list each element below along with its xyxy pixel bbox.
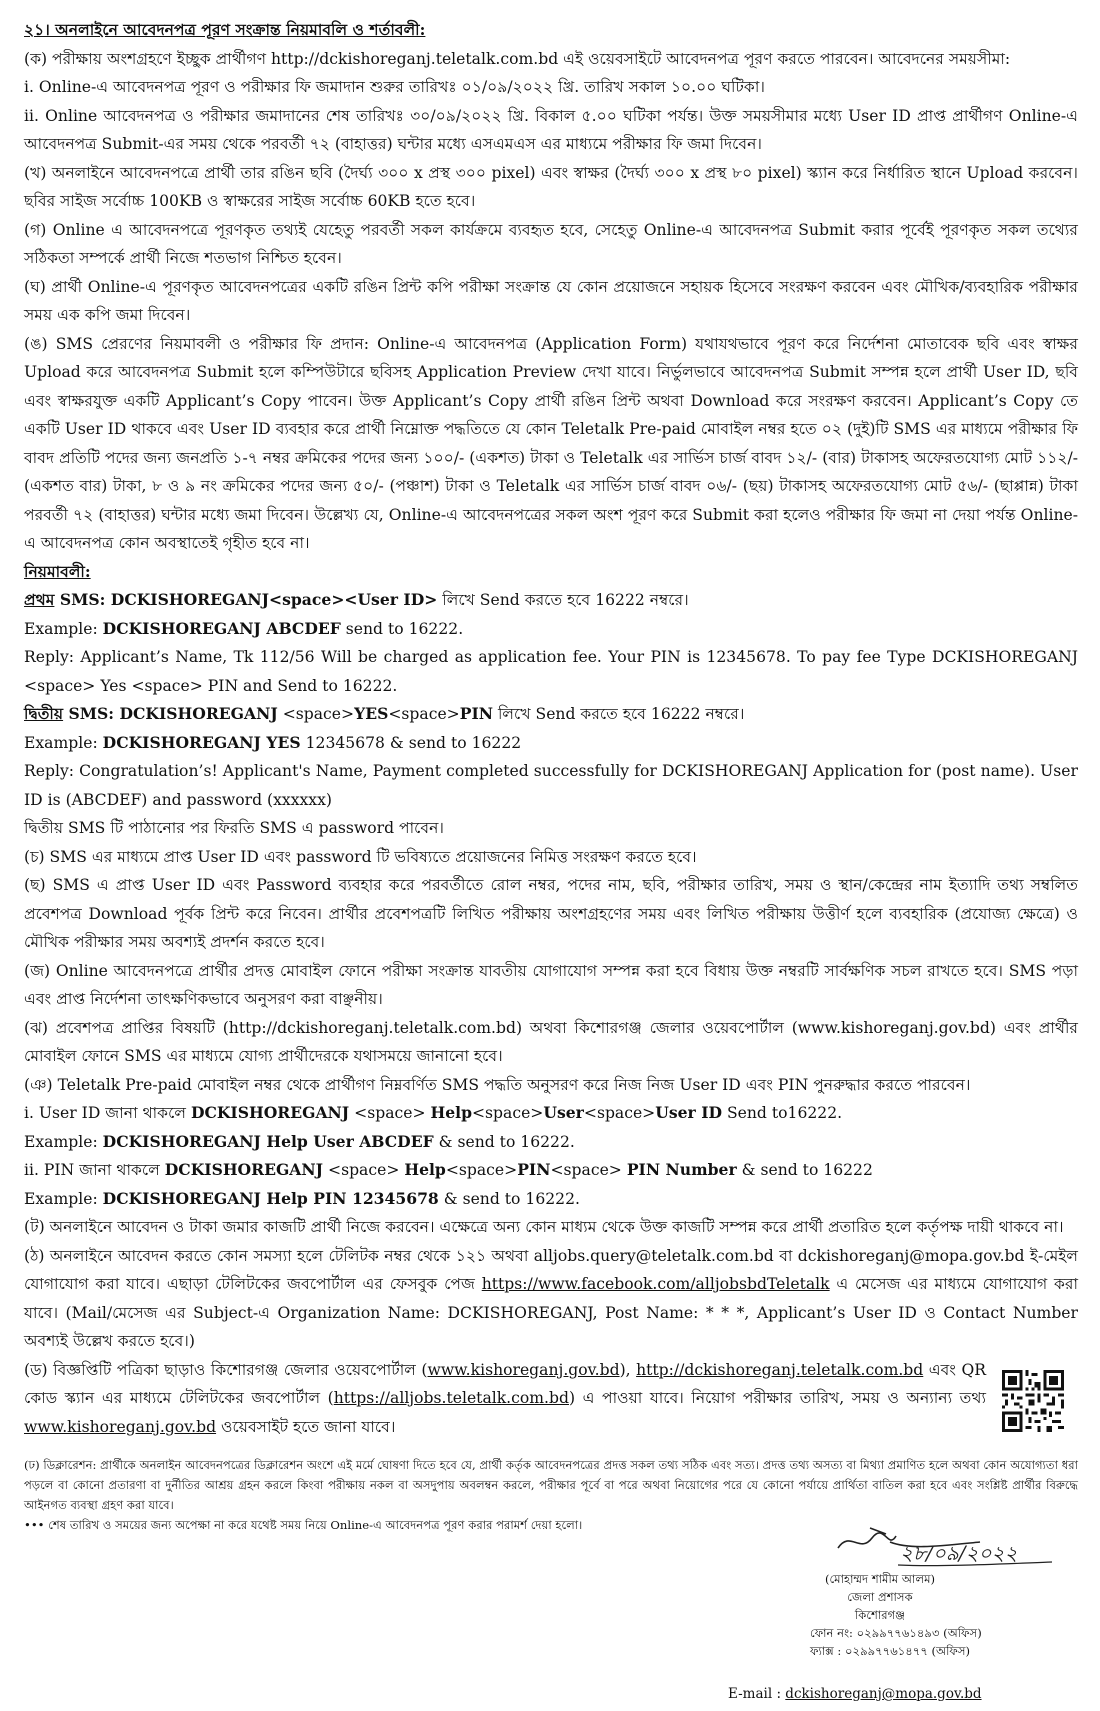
recovery-text: Send to16222. [722, 1104, 843, 1122]
example-rest: send to 16222. [340, 619, 464, 638]
website-link[interactable]: www.kishoreganj.gov.bd [24, 1417, 217, 1436]
para-ka-i: i. Online-এ আবেদনপত্র পূরণ ও পরীক্ষার ফি জমাদান শুরুর তারিখঃ ০১/০৯/২০২২ খ্রি. তারিখ সকাল ১০.০০ ঘটিকা। [24, 78, 765, 96]
para-da-text: এবং QR কোড স্ক্যান এর মাধ্যমে টেলিটকের জবপোর্টাল ( [24, 1360, 986, 1407]
deadline-advice: ••• শেষ তারিখ ও সময়ের জন্য অপেক্ষা না করে যথেষ্ট সময় নিয়ে Online-এ আবেদনপত্র পূরণ করার পরামর্শ দেয়া হলো। [24, 1518, 583, 1532]
example-label: Example: [24, 619, 103, 638]
para-nya: (ঞ) Teletalk Pre-paid মোবাইল নম্বর থেকে প্রার্থীগণ নিম্নবর্ণিত SMS পদ্ধতি অনুসরণ করে নিজ নিজ User ID এবং PIN পুনরুদ্ধার করতে পারবেন। [24, 1075, 971, 1094]
recovery-cmd: Help [404, 1160, 446, 1179]
sms2-rest: লিখে Send করতে হবে 16222 নম্বরে। [493, 705, 745, 723]
recovery-cmd: User [543, 1103, 584, 1122]
signatory-designation: জেলা প্রশাসক [847, 1590, 913, 1604]
example-label: Example: [24, 1132, 103, 1151]
sms1-rest: লিখে Send করতে হবে 16222 নম্বরে। [437, 591, 689, 609]
sms2-note: দ্বিতীয় SMS টি পাঠানোর পর ফিরতি SMS এ password পাবেন। [24, 819, 444, 837]
recovery-pin [24, 1156, 1078, 1185]
recovery-space: <space> [550, 1161, 627, 1179]
example-command: DCKISHOREGANJ YES [102, 732, 301, 752]
signature-block [700, 1520, 1100, 1660]
sms1-example [24, 615, 1078, 644]
example-command: DCKISHOREGANJ ABCDEF [102, 618, 341, 638]
sms1-reply: Reply: Applicant’s Name, Tk 112/56 Will be charged as application fee. Your PIN is 12345678. To pay fee Type DCKISHOREGANJ <space> Yes <space> PIN and Send to 16222. [24, 648, 1078, 695]
example-rest: 12345678 & send to 16222 [300, 733, 522, 752]
para-uma: (ঙ) SMS প্রেরণের নিয়মাবলী ও পরীক্ষার ফি প্রদান: Online-এ আবেদনপত্র (Application Form) যথাযথভাবে পূরণ করে নির্দেশনা মোতাবেক ছবি এবং স্বাক্ষর Upload করে আবেদনপত্র Submit হলে কম্পিউটারে ছবিসহ Application Preview দেখা যাবে। নির্ভুলভাবে আবেদনপত্র Submit সম্পন্ন হলে প্রার্থী User ID, ছবি এবং স্বাক্ষরযুক্ত একটি Applicant’s Copy পাবেন। উক্ত Applicant’s Copy প্রার্থী রঙিন প্রিন্ট অথবা Download করে সংরক্ষণ করবেন। Applicant’s Copy তে একটি User ID থাকবে এবং User ID ব্যবহার করে প্রার্থী নিম্নোক্ত পদ্ধতিতে যে কোন Teletalk Pre-paid মোবাইল নম্বর হতে ০২ (দুই)টি SMS এর মাধ্যমে পরীক্ষার ফি বাবদ প্রতিটি পদের জন্য জনপ্রতি ১-৭ নম্বর ক্রমিকের পদের জন্য ১০০/- (একশত) টাকা ও Teletalk এর সার্ভিস চার্জ বাবদ ১২/- (বার) টাকাসহ অফেরতযোগ্য মোট ১১২/- (একশত বার) টাকা, ৮ ও ৯ নং ক্রমিকের পদের জন্য ৫০/- (পঞ্চাশ) টাকা ও Teletalk এর সার্ভিস চার্জ বাবদ ০৬/- (ছয়) টাকাসহ অফেরতযোগ্য মোট ৫৬/- (ছাপ্পান্ন) টাকা পরবর্তী ৭২ (বাহাত্তর) ঘন্টার মধ্যে জমা দিবেন। উল্লেখ্য যে, Online-এ আবেদনপত্রের সকল অংশ পূরণ করে Submit করা হলেও পরীক্ষার ফি জমা না দেয়া পর্যন্ত Online-এ আবেদনপত্র কোন অবস্থাতেই গৃহীত হবে না। [24, 334, 1078, 552]
sms2-cmd-part: PIN [459, 704, 494, 723]
website-link[interactable]: www.kishoreganj.gov.bd [427, 1360, 620, 1379]
qr-section [24, 1356, 1078, 1442]
sms1-command: SMS: DCKISHOREGANJ<space><User ID> [54, 590, 438, 609]
sms1-line [24, 586, 1078, 615]
recovery-cmd: PIN Number [626, 1160, 737, 1179]
para-tha [24, 1242, 1078, 1356]
signatory-name: (মোহাম্মদ শামীম আলম) [824, 1572, 936, 1586]
email-line [728, 1686, 982, 1702]
email-label: E-mail : [728, 1686, 786, 1702]
para-tha-text: এ মেসেজ এর মাধ্যমে যোগাযোগ করা যাবে। (Mail/মেসেজ এর Subject-এ Organization Name: DCKISHOREGANJ, Post Name: * * *, Applicant’s User ID ও Contact Number অবশ্যই উল্লেখ করতে হবে।) [24, 1275, 1078, 1350]
sms2-space: <space> [388, 705, 460, 723]
main-text [24, 16, 1078, 1441]
example-rest: & send to 16222. [438, 1189, 580, 1208]
recovery-text: ii. PIN জানা থাকলে [24, 1161, 165, 1179]
sms2-space: <space> [277, 705, 355, 723]
recovery-space: <space> [445, 1161, 518, 1179]
recovery-space: <space> [349, 1104, 431, 1122]
para-ta: (ট) অনলাইনে আবেদন ও টাকা জমার কাজটি প্রার্থী নিজে করবেন। এক্ষেত্রে অন্য কোন মাধ্যম থেকে উক্ত কাজটি সম্পন্ন করে প্রার্থী প্রতারিত হলে কর্তৃপক্ষ দায়ী থাকবে না। [24, 1218, 1064, 1236]
para-gha: (ঘ) প্রার্থী Online-এ পূরণকৃত আবেদনপত্রের একটি রঙিন প্রিন্ট কপি পরীক্ষা সংক্রান্ত যে কোন প্রয়োজনে সহায়ক হিসেবে সংরক্ষণ করবেন এবং মৌখিক/ব্যবহারিক পরীক্ষার সময় এক কপি জমা দিবেন। [24, 277, 1078, 324]
recovery-space: <space> [323, 1161, 405, 1179]
qr-code-icon[interactable] [1002, 1370, 1064, 1432]
para-jha: (ঝ) প্রবেশপত্র প্রাপ্তির বিষয়টি (http://dckishoreganj.teletalk.com.bd) অথবা কিশোরগঞ্জ জেলার ওয়েবপোর্টাল (www.kishoreganj.gov.bd) এবং প্রার্থীর মোবাইল ফোনে SMS এর মাধ্যমে যোগ্য প্রার্থীদেরকে যথাসময়ে জানানো হবে। [24, 1018, 1078, 1065]
para-cha: (চ) SMS এর মাধ্যমে প্রাপ্ত User ID এবং password টি ভবিষ্যতে প্রয়োজনের নিমিত্ত সংরক্ষণ করতে হবে। [24, 847, 697, 866]
recovery-cmd: DCKISHOREGANJ [190, 1103, 350, 1122]
recovery-cmd: PIN [517, 1160, 551, 1179]
sms2-line [24, 700, 1078, 729]
sms2-reply: Reply: Congratulation’s! Applicant's Name, Payment completed successfully for DCKISHOREGANJ Application for (post name). User ID is (ABCDEF) and password (xxxxxx) [24, 762, 1078, 809]
para-ja: (জ) Online আবেদনপত্রে প্রার্থীর প্রদত্ত মোবাইল ফোনে পরীক্ষা সংক্রান্ত যাবতীয় যোগাযোগ সম্পন্ন করা হবে বিধায় উক্ত নম্বরটি সার্বক্ষণিক সচল রাখতে হবে। SMS পড়া এবং প্রাপ্ত নির্দেশনা তাৎক্ষণিকভাবে অনুসরণ করা বাঞ্ছনীয়। [24, 961, 1078, 1008]
example-command: DCKISHOREGANJ Help User ABCDEF [102, 1131, 434, 1151]
signature-date: ২৮/০৯/২০২২ [900, 1541, 1018, 1565]
fax-number: ফ্যাক্স : ০২৯৯৭৭৬১৪৭৭ (অফিস) [810, 1644, 971, 1658]
recovery-cmd: User ID [655, 1103, 723, 1122]
recovery-text: i. User ID জানা থাকলে [24, 1104, 191, 1122]
recovery-user-id [24, 1099, 1078, 1128]
rules-heading: নিয়মাবলী: [24, 561, 91, 581]
handwritten-signature [830, 1520, 1060, 1572]
recovery-cmd: DCKISHOREGANJ [164, 1160, 324, 1179]
declaration-note: (ঢ) ডিক্লারেশন: প্রার্থীকে অনলাইন আবেদনপত্রের ডিক্লারেশন অংশে এই মর্মে ঘোষণা দিতে হবে যে, প্রার্থী কর্তৃক আবেদনপত্রের প্রদত্ত সকল তথ্য সঠিক এবং সত্য। প্রদত্ত তথ্য অসত্য বা মিথ্যা প্রমাণিত হলে অথবা কোন অযোগ্যতা ধরা পড়লে বা কোনো প্রতারণা বা দুর্নীতির আশ্রয় গ্রহন করলে কিংবা পরীক্ষায় নকল বা অসদুপায় অবলম্বন করলে, পরীক্ষার পূর্বে বা পরে অথবা নিয়োগের পরে যে কোনো পর্যায়ে প্রার্থিতা বাতিল করা হবে এবং সংশ্লিষ্ট প্রার্থীর বিরুদ্ধে আইনগত ব্যবস্থা গ্রহণ করা যাবে। [24, 1458, 1079, 1512]
para-ka-ii: ii. Online আবেদনপত্র ও পরীক্ষার জমাদানের শেষ তারিখঃ ৩০/০৯/২০২২ খ্রি. বিকাল ৫.০০ ঘটিকা পর্যন্ত। উক্ত সময়সীমার মধ্যে User ID প্রাপ্ত প্রার্থীগণ Online-এ আবেদনপত্র Submit-এর সময় থেকে পরবর্তী ৭২ (বাহাত্তর) ঘন্টার মধ্যে এসএমএস এর মাধ্যমে পরীক্ষার ফি জমা দিবেন। [24, 106, 1078, 153]
teletalk-link[interactable]: http://dckishoreganj.teletalk.com.bd [636, 1360, 924, 1379]
example-rest: & send to 16222. [433, 1132, 575, 1151]
section-heading: ২১। অনলাইনে আবেদনপত্র পূরণ সংক্রান্ত নিয়মাবলি ও শর্তাবলী: [24, 20, 426, 39]
example-label: Example: [24, 1189, 103, 1208]
recovery-cmd: Help [430, 1103, 472, 1122]
para-kha: (খ) অনলাইনে আবেদনপত্রে প্রার্থী তার রঙিন ছবি (দৈর্ঘ্য ৩০০ x প্রস্থ ৩০০ pixel) এবং স্বাক্ষর (দৈর্ঘ্য ৩০০ x প্রস্থ ৮০ pixel) স্ক্যান করে নির্ধারিত স্থানে Upload করবেন। ছবির সাইজ সর্বোচ্চ 100KB ও স্বাক্ষরের সাইজ সর্বোচ্চ 60KB হতে হবে। [24, 163, 1078, 210]
recovery-text: & send to 16222 [736, 1161, 873, 1179]
recovery-pin-example [24, 1185, 1078, 1214]
para-ga: (গ) Online এ আবেদনপত্রে পূরণকৃত তথ্যই যেহেতু পরবর্তী সকল কার্যক্রমে ব্যবহৃত হবে, সেহেতু Online-এ আবেদনপত্র Submit করার পূর্বেই পূরণকৃত সকল তথ্যের সঠিকতা সম্পর্কে প্রার্থী নিজে শতভাগ নিশ্চিত হবেন। [24, 220, 1078, 267]
facebook-link[interactable]: https://www.facebook.com/alljobsbdTeletalk [481, 1275, 830, 1293]
sms1-label: প্রথম [24, 590, 55, 609]
recovery-space: <space> [583, 1104, 656, 1122]
para-da-text: (ড) বিজ্ঞপ্তিটি পত্রিকা ছাড়াও কিশোরগঞ্জ জেলার ওয়েবপোর্টাল ( [24, 1360, 428, 1379]
para-chha: (ছ) SMS এ প্রাপ্ত User ID এবং Password ব্যবহার করে পরবর্তীতে রোল নম্বর, পদের নাম, ছবি, পরীক্ষার তারিখ, সময় ও স্থান/কেন্দ্রের নাম ইত্যাদি তথ্য সম্বলিত প্রবেশপত্র Download পূর্বক প্রিন্ট করে নিবেন। প্রার্থীর প্রবেশপত্রটি লিখিত পরীক্ষায় অংশগ্রহণের সময় এবং লিখিত পরীক্ষায় উত্তীর্ণ হলে ব্যবহারিক (প্রযোজ্য ক্ষেত্রে) ও মৌখিক পরীক্ষার সময় অবশ্যই প্রদর্শন করতে হবে। [24, 876, 1078, 951]
sms2-example [24, 729, 1078, 758]
phone-number: ফোন নং: ০২৯৯৭৭৬১৪৯৩ (অফিস) [810, 1626, 982, 1640]
para-ka: (ক) পরীক্ষায় অংশগ্রহণে ইচ্ছুক প্রার্থীগণ http://dckishoreganj.teletalk.com.bd এই ওয়েবসাইটে আবেদনপত্র পূরণ করতে পারবেন। আবেদনের সময়সীমা: [24, 49, 1011, 68]
para-da-text: ), [619, 1360, 637, 1379]
sms2-cmd-part: YES [354, 704, 389, 723]
example-command: DCKISHOREGANJ Help PIN 12345678 [102, 1188, 439, 1208]
recovery-user-example [24, 1128, 1078, 1157]
example-label: Example: [24, 733, 103, 752]
sms2-label: দ্বিতীয় [24, 704, 64, 723]
email-link[interactable]: dckishoreganj@mopa.gov.bd [785, 1686, 982, 1702]
para-da-text: ) এ পাওয়া যাবে। নিয়োগ পরীক্ষার তারিখ, সময় ও অন্যান্য তথ্য [568, 1389, 986, 1407]
recovery-space: <space> [471, 1104, 544, 1122]
signatory-district: কিশোরগঞ্জ [854, 1608, 906, 1622]
alljobs-link[interactable]: https://alljobs.teletalk.com.bd [333, 1389, 569, 1407]
para-tha-text: (ঠ) অনলাইনে আবেদন করতে কোন সমস্যা হলে টেলিটক নম্বর থেকে ১২১ অথবা alljobs.query@teletalk.com.bd বা dckishoreganj@mopa.gov.bd ই-মেইল যোগাযোগ করা যাবে। এছাড়া টেলিটকের জবপোর্টাল এর ফেসবুক পেজ [24, 1246, 1078, 1293]
para-da-text: ওয়েবসাইট হতে জানা যাবে। [216, 1417, 396, 1436]
sms2-cmd-part: SMS: DCKISHOREGANJ [63, 704, 278, 723]
para-da [24, 1356, 1002, 1442]
